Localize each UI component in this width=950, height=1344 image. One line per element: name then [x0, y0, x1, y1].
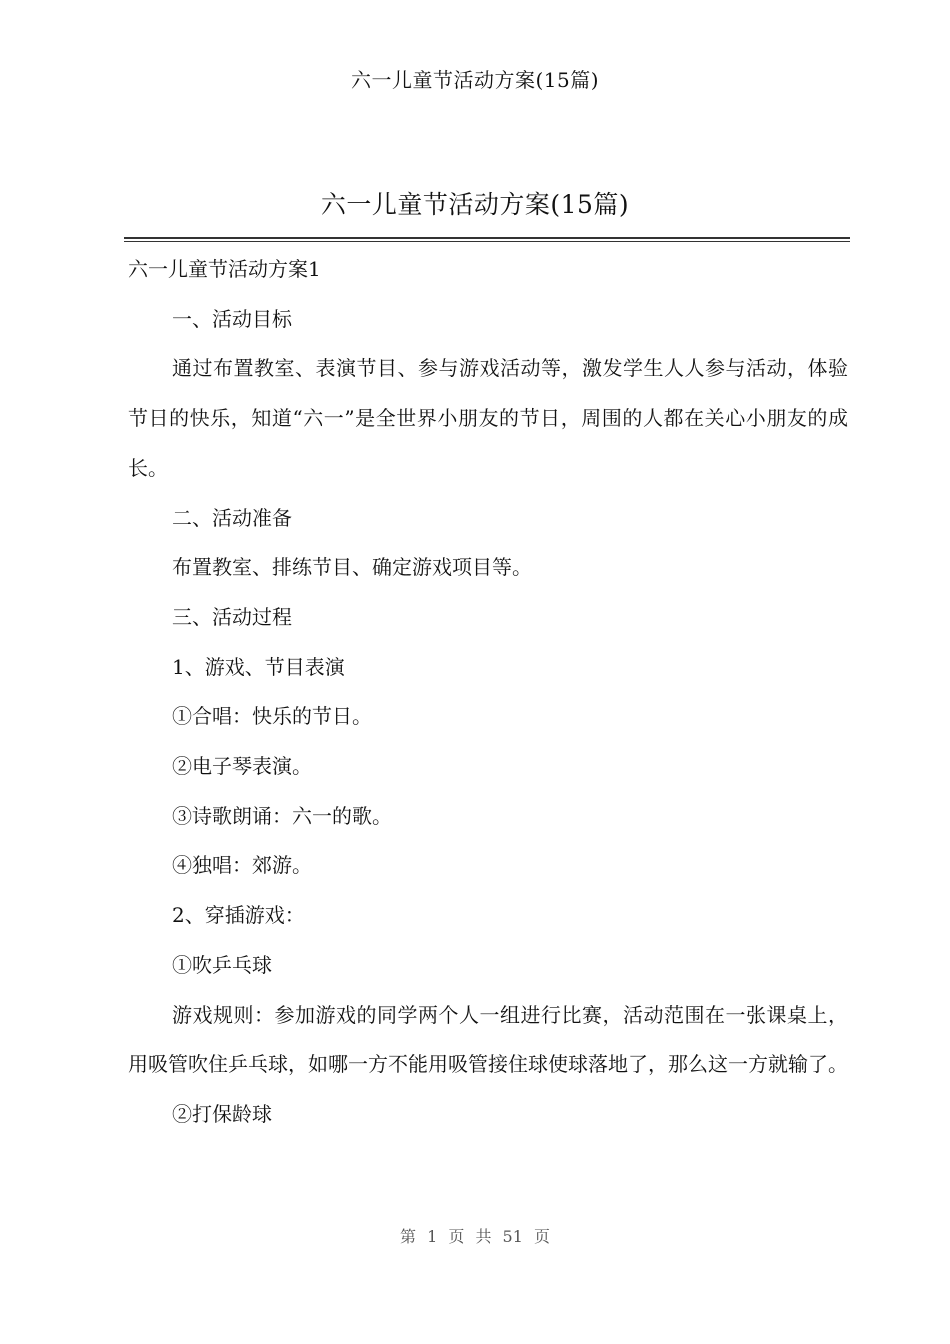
page-footer: 第 1 页 共 51 页 [400, 1227, 550, 1246]
title-divider [124, 237, 850, 242]
list-heading-games: 2、穿插游戏： [172, 903, 305, 928]
paragraph-goals: 通过布置教室、表演节目、参与游戏活动等，激发学生人人参与活动，体验节日的快乐，知道“六一”是全世界小朋友的节日，周围的人都在关心小朋友的成长。 [128, 356, 848, 480]
section-heading: 六一儿童节活动方案1 [128, 257, 321, 281]
paragraph-preparation: 布置教室、排练节目、确定游戏项目等。 [172, 555, 532, 580]
list-item: ①合唱：快乐的节日。 [172, 704, 372, 729]
list-item: ②电子琴表演。 [172, 754, 312, 779]
list-heading-performances: 1、游戏、节目表演 [172, 654, 345, 679]
subheading-process: 三、活动过程 [172, 604, 292, 629]
document-body [128, 245, 848, 1140]
list-item: ②打保龄球 [172, 1101, 272, 1126]
list-item: ①吹乒乓球 [172, 952, 272, 977]
subheading-goals: 一、活动目标 [172, 306, 292, 331]
running-header: 六一儿童节活动方案(15篇) [350, 68, 600, 92]
list-item: ③诗歌朗诵：六一的歌。 [172, 803, 392, 828]
subheading-preparation: 二、活动准备 [172, 505, 292, 530]
paragraph-game-rules: 游戏规则：参加游戏的同学两个人一组进行比赛，活动范围在一张课桌上，用吸管吹住乒乓球，如哪一方不能用吸管接住球使球落地了，那么这一方就输了。 [128, 1002, 848, 1077]
document-title: 六一儿童节活动方案(15篇) [320, 190, 630, 219]
list-item: ④独唱：郊游。 [172, 853, 312, 878]
